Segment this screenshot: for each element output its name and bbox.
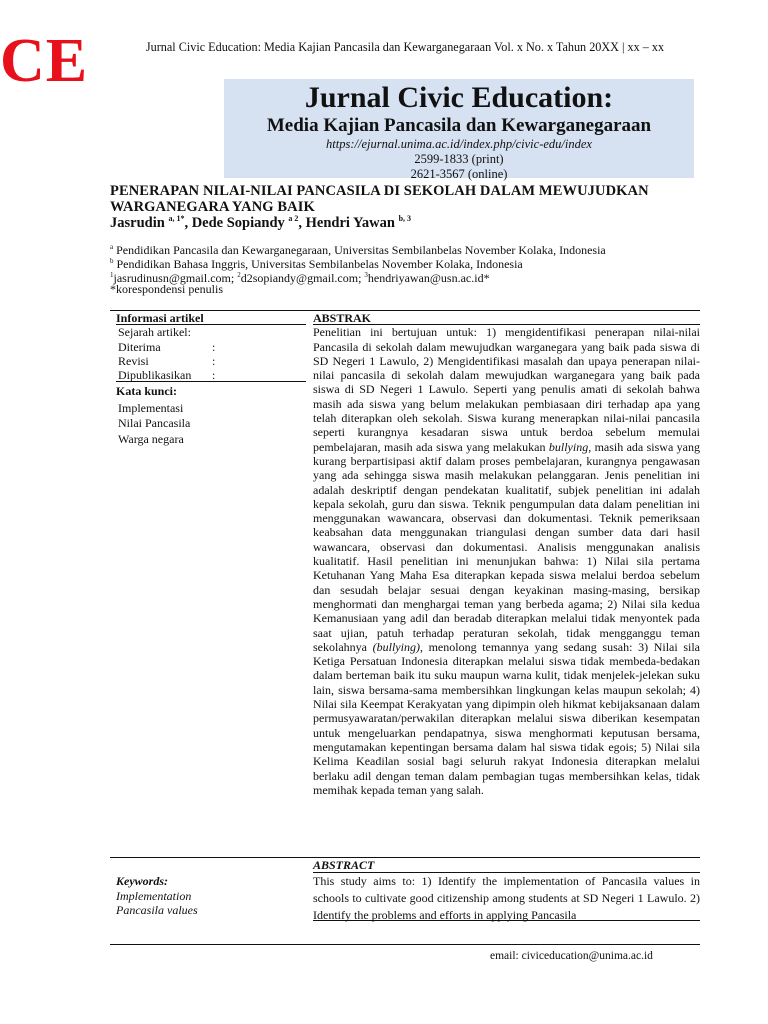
author-affiliation-mark: b, 3	[398, 214, 412, 223]
journal-url-link[interactable]: https://ejurnal.unima.ac.id/index.php/civic-edu/index	[326, 137, 592, 151]
issn-print: 2599-1833 (print)	[414, 152, 504, 166]
author-name: Hendri Yawan	[305, 214, 395, 231]
affiliation-a: $^a$ Pendidikan Pancasila dan Kewarganegaraan, Universitas Sembilanbelas November Kolaka, Indonesia	[110, 243, 606, 257]
email-link[interactable]: hendriyawan@usn.ac.id*	[367, 271, 490, 285]
journal-masthead	[224, 79, 694, 181]
journal-logo-fragment: CE	[0, 27, 89, 95]
email-link[interactable]: jasrudinusn@gmail.com;	[113, 271, 235, 285]
correspondence-note: *korespondensi penulis	[110, 282, 223, 296]
keyword-item: Nilai Pancasila	[118, 416, 191, 431]
abstrak-body: Penelitian ini bertujuan untuk: 1) mengidentifikasi penerapan nilai-nilai Pancasila di sekolah dalam mewujudkan warganegara yang baik pada siswa di SD Negeri 1 Lawulo, 2) Mengidentifikasi masalah dan upaya penerapan nilai-nilai pancasila di sekolah dalam mewujudkan warganegara yang baik pada siswa di SD Negeri 1 Lawulo. Seperti yang penulis amati di sekolah bahwa masih ada siswa yang belum melakukan pembiasaan diri terhadap apa yang telah diterapkan oleh sekolah. Siswa kurang menerapkan nilai-nilai pancasila seperti kurangnya kesadaran siswa untuk berdoa sebelum memulai pembelajaran, masih ada siswa yang melakukan bullying, masih ada siswa yang kurang berpartisipasi aktif dalam proses pembelajaran, kurangnya pengawasan yang ada sehingga siswa masih melakukan pelanggaran. Jenis penelitian ini adalah deskriptif dengan pendekatan kualitatif, subjek penelitian ini adalah kepala sekolah, guru dan siswa. Teknik pengumpulan data dalam penelitian ini menggunakan wawancara, observasi dan dokumentasi. Teknik pemeriksaan keabsahan data menggunakan triangulasi dengan sumber data dari hasil wawancara, observasi dan dokumentasi. Analisis menggunakan analisis kualitatif. Hasil penelitian ini menunjukan bahwa: 1) Nilai sila pertama Ketuhanan Yang Maha Esa diterapkan kepada siswa melalui berdoa sebelum dan sesudah belajar sesuai dengan keyakinan masing-masing, bersikap menghormati dan menghargai teman yang berbeda agama; 2) Nilai sila kedua Kemanusiaan yang adil dan beradab diterapkan melalui tidak menyontek pada saat ujian, patuh terhadap peraturan sekolah, tidak mengganggu teman sekolahnya (bullying), menolong temannya yang sedang susah: 3) Nilai sila Ketiga Persatuan Indonesia diterapkan melalui siswa tidak membeda-bedakan dalam berteman baik itu suku maupun warna kulit, tidak menjelek-jelekan suku lain, siswa bersama-sama membersihkan lingkungan kelas maupun sekolah; 4) Nilai sila Keempat Kerakyatan yang dipimpin oleh hikmat kebijaksanaan dalam permusyawaratan/perwakilan diterapkan melalui siswa diberikan kesempatan untuk mengeluarkan pendapatnya, siswa menghormati keputusan bersama, mengutamakan kepentingan bersama dalam hal siswa tidak egois; 5) Nilai sila Kelima Keadilan sosial bagi seluruh rakyat Indonesia diterapkan melalui berlaku adil dengan teman dalam pembagian tugas membersihkan kelas, tidak memihak kepada teman yang salah.	[313, 325, 701, 797]
published-row: Dipublikasikan :	[118, 368, 216, 383]
revised-row: Revisi :	[118, 353, 216, 368]
article-title: PENERAPAN NILAI-NILAI PANCASILA DI SEKOLAH DALAM MEWUJUDKAN WARGANEGARA YANG BAIK	[110, 183, 649, 215]
keyword-item: Warga negara	[118, 431, 184, 446]
abstrak-heading: ABSTRAK	[313, 311, 372, 325]
keywords-heading: Kata kunci:	[116, 384, 178, 399]
abstract-section	[313, 858, 700, 924]
author-name: Dede Sopiandy	[191, 214, 285, 231]
keyword-item: Implementation	[116, 888, 192, 903]
journal-subtitle: Media Kajian Pancasila dan Kewarganegaraan	[266, 115, 652, 136]
abstract-body: This study aims to: 1) Identify the implementation of Pancasila values in schools to cultivate good citizenship among students at SD Negeri 1 Lawulo. 2) Identify the problems and efforts in applying Pancasila	[313, 874, 700, 923]
author-emails: $^1$jasrudinusn@gmail.com; $^2$d2sopiandy@gmail.com; $^3$hendriyawan@usn.ac.id*	[110, 271, 490, 285]
divider	[110, 944, 700, 945]
keyword-item: Pancasila values	[116, 903, 198, 917]
article-info-heading: Informasi artikel	[116, 311, 204, 325]
author-affiliation-mark: a, 1*	[168, 214, 185, 223]
author-affiliation-mark: a 2	[288, 214, 299, 223]
article-info	[116, 311, 306, 447]
received-row: Diterima :	[118, 339, 216, 354]
journal-title: Jurnal Civic Education:	[304, 81, 614, 114]
keywords-en	[116, 874, 306, 918]
keyword-item: Implementasi	[118, 400, 184, 415]
history-label: Sejarah artikel:	[118, 325, 191, 340]
issn-online: 2621-3567 (online)	[410, 167, 508, 181]
keywords-en-heading: Keywords:	[116, 874, 168, 888]
affiliation-b: $^b$ Pendidikan Bahasa Inggris, Universitas Sembilanbelas November Kolaka, Indonesia	[110, 257, 523, 271]
author-name: Jasrudin	[110, 214, 165, 231]
abstrak-section	[313, 311, 700, 797]
running-head: Jurnal Civic Education: Media Kajian Pancasila dan Kewarganegaraan Vol. x No. x Tahun 20XX | xx – xx	[145, 40, 665, 54]
abstract-heading: ABSTRACT	[313, 858, 375, 872]
email-link[interactable]: d2sopiandy@gmail.com;	[240, 271, 362, 285]
footer-email: email: civiceducation@unima.ac.id	[490, 950, 653, 962]
author-list: Jasrudin $^{a, 1*}$, Dede Sopiandy $^{a 2}$, Hendri Yawan $^{b, 3}$	[110, 214, 412, 231]
